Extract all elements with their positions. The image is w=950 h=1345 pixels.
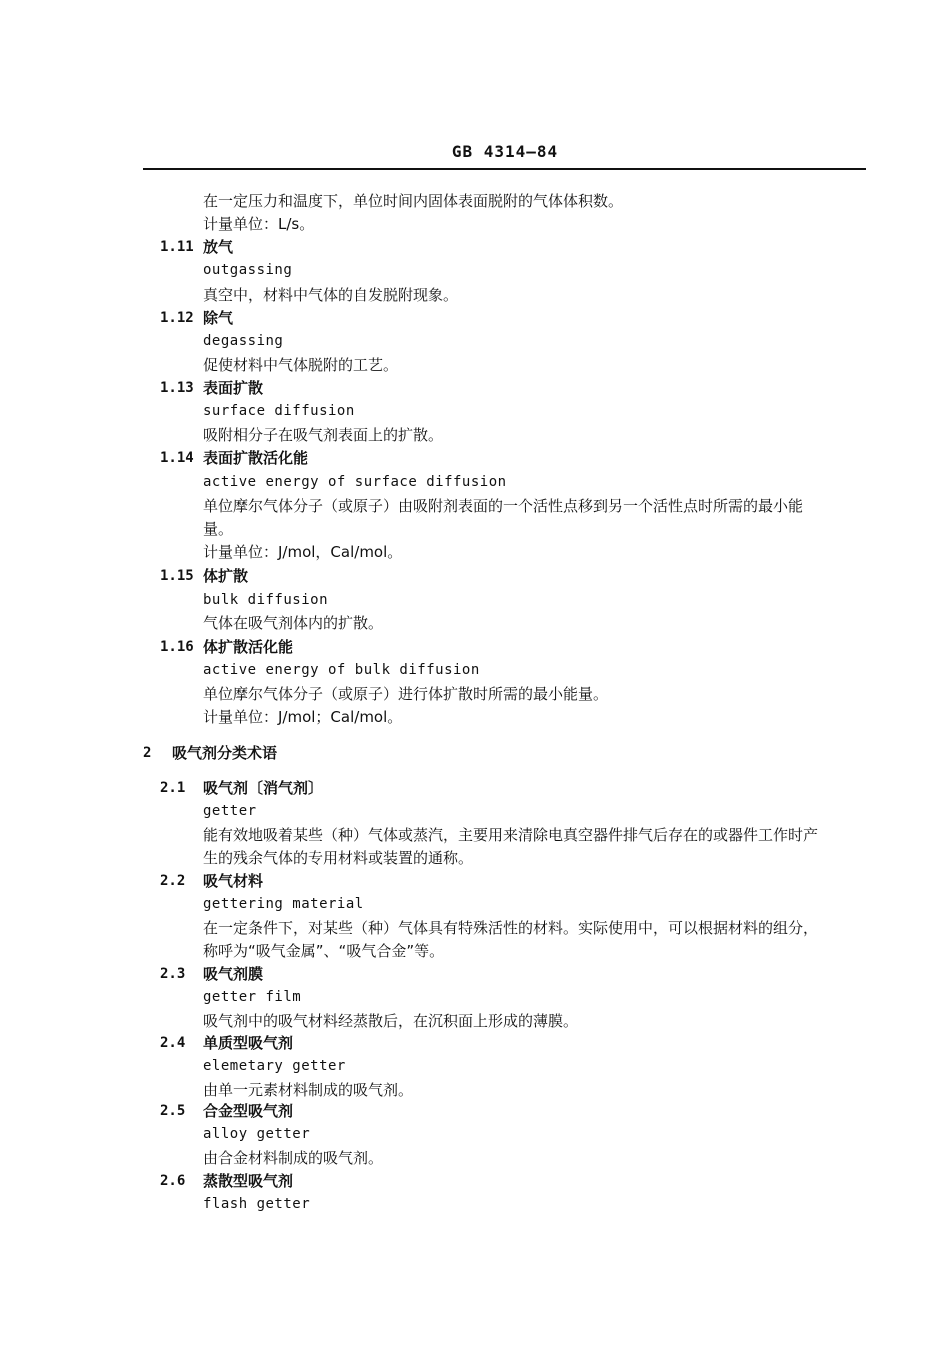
term-number: 1.11 (160, 239, 194, 255)
term-english: outgassing (203, 262, 293, 278)
unit-text: 计量单位：J/mol；Cal/mol。 (203, 708, 403, 726)
term-chinese: 吸气材料 (203, 872, 264, 890)
definition-text: 在一定条件下，对某些（种）气体具有特殊活性的材料。实际使用中，可以根据材料的组分， (203, 919, 819, 937)
term-number: 1.14 (160, 450, 194, 466)
term-chinese: 放气 (203, 238, 234, 256)
term-number: 1.12 (160, 310, 194, 326)
header-rule (143, 168, 866, 170)
term-chinese: 蒸散型吸气剂 (203, 1172, 294, 1190)
definition-text: 单位摩尔气体分子（或原子）由吸附剂表面的一个活性点移到另一个活性点时所需的最小能 (203, 497, 804, 515)
term-number: 1.13 (160, 380, 194, 396)
term-english: elemetary getter (203, 1058, 346, 1074)
definition-text: 能有效地吸着某些（种）气体或蒸汽，主要用来清除电真空器件排气后存在的或器件工作时产 (203, 826, 819, 844)
term-number: 1.15 (160, 568, 194, 584)
term-number: 2.5 (160, 1103, 186, 1119)
unit-text: 计量单位：L/s。 (203, 215, 315, 233)
term-chinese: 表面扩散活化能 (203, 449, 309, 467)
definition-text: 由单一元素材料制成的吸气剂。 (203, 1081, 414, 1099)
definition-text: 量。 (203, 520, 234, 538)
document-header: GB 4314—84 (451, 142, 559, 161)
term-english: getter film (203, 989, 302, 1005)
term-number: 2.4 (160, 1035, 186, 1051)
term-chinese: 除气 (203, 309, 234, 327)
unit-text: 计量单位：J/mol，Cal/mol。 (203, 543, 403, 561)
term-english: bulk diffusion (203, 592, 329, 608)
term-number: 1.16 (160, 639, 194, 655)
term-english: flash getter (203, 1196, 311, 1212)
term-chinese: 表面扩散 (203, 379, 264, 397)
term-english: degassing (203, 333, 284, 349)
term-number: 2.1 (160, 780, 186, 796)
section-title: 吸气剂分类术语 (172, 744, 278, 762)
definition-text: 吸附相分子在吸气剂表面上的扩散。 (203, 426, 444, 444)
definition-text: 称呼为“吸气金属”、“吸气合金”等。 (203, 942, 445, 960)
term-english: alloy getter (203, 1126, 311, 1142)
term-chinese: 体扩散活化能 (203, 638, 294, 656)
definition-text: 真空中，材料中气体的自发脱附现象。 (203, 286, 459, 304)
definition-text: 在一定压力和温度下，单位时间内固体表面脱附的气体体积数。 (203, 192, 624, 210)
term-chinese: 吸气剂膜 (203, 965, 264, 983)
term-chinese: 吸气剂〔消气剂〕 (203, 779, 324, 797)
section-number: 2 (143, 745, 152, 761)
term-number: 2.2 (160, 873, 186, 889)
definition-text: 由合金材料制成的吸气剂。 (203, 1149, 384, 1167)
term-english: gettering material (203, 896, 364, 912)
definition-text: 生的残余气体的专用材料或装置的通称。 (203, 849, 474, 867)
definition-text: 吸气剂中的吸气材料经蒸散后，在沉积面上形成的薄膜。 (203, 1012, 579, 1030)
term-english: getter (203, 803, 257, 819)
term-chinese: 体扩散 (203, 567, 249, 585)
definition-text: 促使材料中气体脱附的工艺。 (203, 356, 399, 374)
term-chinese: 单质型吸气剂 (203, 1034, 294, 1052)
definition-text: 气体在吸气剂体内的扩散。 (203, 614, 384, 632)
term-english: surface diffusion (203, 403, 355, 419)
term-chinese: 合金型吸气剂 (203, 1102, 294, 1120)
term-english: active energy of bulk diffusion (203, 662, 480, 678)
term-english: active energy of surface diffusion (203, 474, 507, 490)
term-number: 2.6 (160, 1173, 186, 1189)
term-number: 2.3 (160, 966, 186, 982)
definition-text: 单位摩尔气体分子（或原子）进行体扩散时所需的最小能量。 (203, 685, 609, 703)
